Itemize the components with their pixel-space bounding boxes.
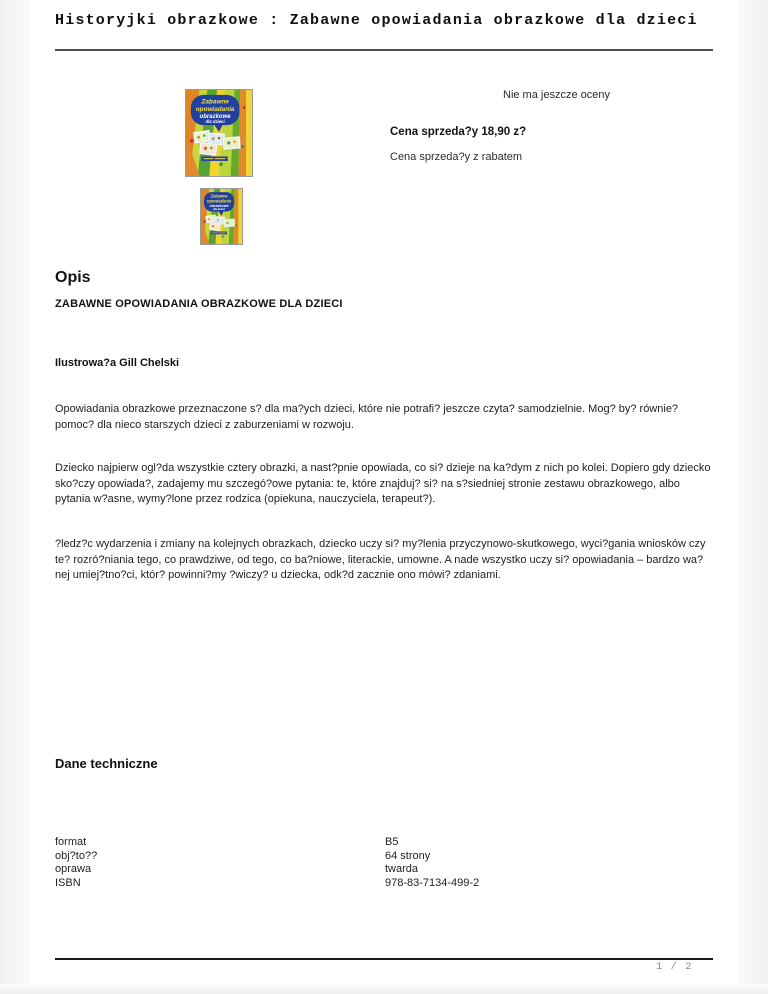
- title-divider: [55, 49, 713, 51]
- rating-text: Nie ma jeszcze oceny: [503, 89, 610, 101]
- row-value: twarda: [385, 863, 419, 875]
- page-edge-right: [738, 0, 768, 994]
- table-row: [55, 863, 615, 877]
- table-row: [55, 877, 615, 891]
- illustrator-line: Ilustrowa?a Gill Chelski: [55, 357, 180, 369]
- page-edge-left: [0, 0, 30, 994]
- row-value: 64 strony: [385, 849, 431, 862]
- cover-author-strip: [211, 232, 227, 235]
- technical-table: [55, 836, 615, 890]
- cover-title-line4: dla dzieci: [213, 208, 226, 212]
- page-number: 1 / 2: [656, 961, 693, 973]
- row-value: 978-83-7134-499-2: [385, 876, 480, 889]
- footer-divider: [55, 958, 713, 960]
- table-row: [55, 850, 615, 864]
- price-label: Cena sprzeda?y 18,90 z?: [390, 126, 527, 138]
- page-title: Historyjki obrazkowe : Zabawne opowiadania obrazkowe dla dzieci: [55, 12, 698, 29]
- description-paragraph-2: Dziecko najpierw ogl?da wszystkie cztery obrazki, a nast?pnie opowiada, co si? dzieje na ka?dym z nich po kolei. Dopiero gdy dziecko sko?czy opowiada?, zadajemy mu szczegó?owe pytania: te, które znajduj? si? na s?siedniej stronie zestawu obrazkowego, albo pytania w?asne, wymy?lone przez rodzica (opiekuna, nauczyciela, terapeut?).: [55, 462, 711, 505]
- technical-heading: Dane techniczne: [55, 756, 158, 771]
- description-paragraph-1: Opowiadania obrazkowe przeznaczone s? dla ma?ych dzieci, które nie potrafi? jeszcze czyta? samodzielnie. Mog? by? równie? pomoc? dla nieco starszych dzieci z zaburzeniami w rozwoju.: [55, 403, 679, 431]
- cover-title-line3: obrazkowe: [209, 203, 229, 208]
- cover-title-line1: Zabawne: [210, 193, 228, 199]
- book-cover-thumbnail[interactable]: [200, 188, 243, 245]
- book-cover-thumbnail-art: [201, 189, 242, 244]
- book-cover-image[interactable]: [185, 89, 253, 177]
- description-paragraph-3: ?ledz?c wydarzenia i zmiany na kolejnych obrazkach, dziecko uczy si? my?lenia przyczynowo-skutkowego, wyci?gania wniosków czy te? rozró?niania tego, co prawdziwe, od tego, co ba?niowe, literackie, umowne. A nade wszystko uczy si? opowiadania – bardzo wa?nej umiej?tno?ci, któr? powinni?my ?wiczy? u dziecka, odk?d zacznie ono mówi? zdaniami.: [55, 538, 706, 581]
- cover-title-line3: obrazkowe: [199, 113, 231, 120]
- page-edge-bottom: [0, 984, 768, 994]
- cover-title-line2: opowiadania: [195, 105, 235, 114]
- row-label: obj?to??: [55, 849, 98, 862]
- description-heading: Opis: [55, 269, 91, 286]
- row-label: ISBN: [55, 876, 81, 889]
- cover-title-line2: opowiadania: [207, 198, 232, 204]
- discount-price-label: Cena sprzeda?y z rabatem: [390, 151, 523, 163]
- row-value: B5: [385, 836, 399, 848]
- row-label: format: [55, 836, 87, 848]
- cover-author-strip: [202, 156, 228, 160]
- row-label: oprawa: [55, 863, 92, 875]
- cover-title-line4: dla dzieci: [205, 119, 225, 125]
- product-name-heading: ZABAWNE OPOWIADANIA OBRAZKOWE DLA DZIECI: [55, 298, 343, 310]
- book-cover-art: [186, 90, 252, 176]
- cover-title-line1: Zabawne: [201, 98, 229, 106]
- table-row: [55, 836, 615, 850]
